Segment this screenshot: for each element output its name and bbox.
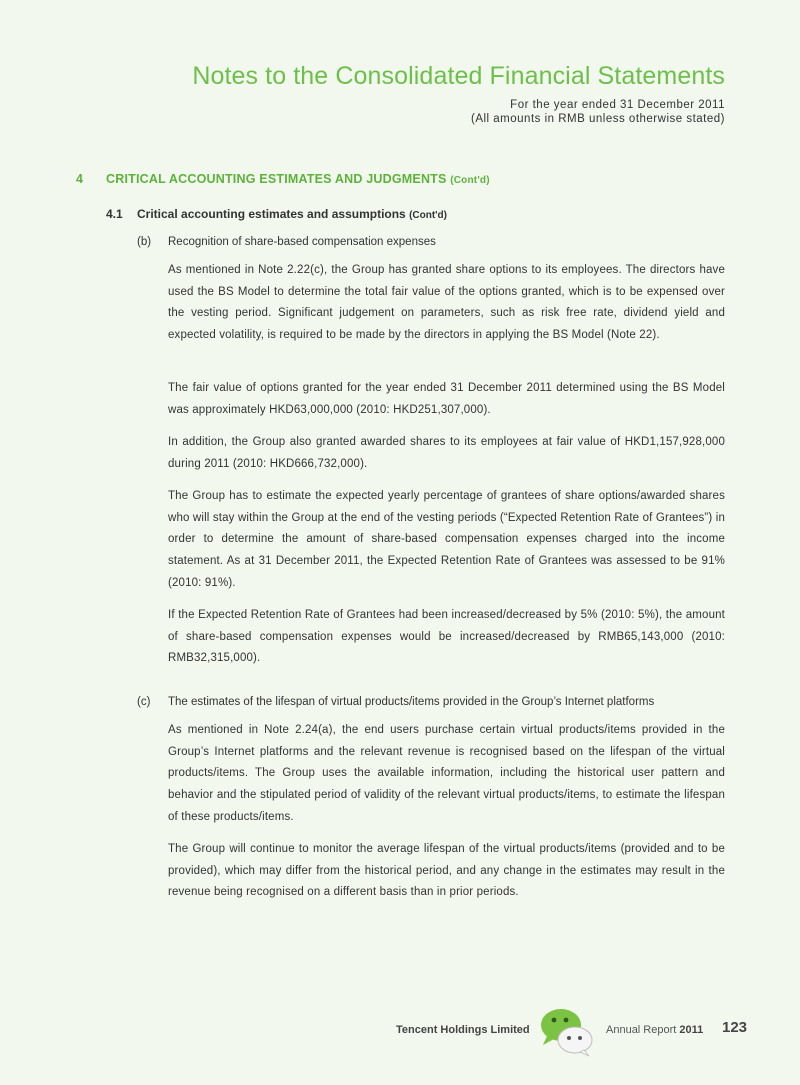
item-b-paragraph: In addition, the Group also granted awarded shares to its employees at fair value of HKD1,157,928,000 during 2011 (2010: HKD666,732,000). <box>168 436 725 470</box>
item-b-paragraph: If the Expected Retention Rate of Grantees had been increased/decreased by 5% (2010: 5%), the amount of share-based compensation expenses would be increased/decreased by RMB65,143,000 (2010: RMB32,315,000). <box>168 609 725 665</box>
currency-note: (All amounts in RMB unless otherwise stated) <box>470 113 725 125</box>
section-cont: (Cont'd) <box>450 175 490 186</box>
footer-company: Tencent Holdings Limited <box>396 1024 530 1036</box>
footer-report <box>606 1024 703 1036</box>
item-c-label: (c) <box>137 696 151 708</box>
subsection-cont: (Cont'd) <box>409 210 447 221</box>
item-b-label: (b) <box>137 236 152 248</box>
report-label: Annual Report <box>606 1024 677 1036</box>
item-c-paragraph: As mentioned in Note 2.24(a), the end users purchase certain virtual products/items provided in the Group’s Internet platforms and the relevant revenue is recognised based on the lifespan of the virtual products/items. The Group uses the available information, including the historical user pattern and behavior and the stipulated period of validity of the relevant virtual products/items, to estimate the lifespan of these products/items. <box>168 724 725 823</box>
report-year: 2011 <box>679 1024 704 1036</box>
page-subtitle <box>471 98 725 126</box>
wechat-chat-bubbles-icon <box>537 1005 597 1057</box>
subsection-heading <box>106 207 447 221</box>
item-b-paragraph: The fair value of options granted for the year ended 31 December 2011 determined using the BS Model was approximately HKD63,000,000 (2010: HKD251,307,000). <box>168 382 725 416</box>
section-heading <box>76 172 490 186</box>
item-c-title: The estimates of the lifespan of virtual products/items provided in the Group’s Internet platforms <box>168 696 655 708</box>
item-c-paragraph: The Group will continue to monitor the average lifespan of the virtual products/items (provided and to be provided), which may differ from the historical period, and any change in the estimates may result in the revenue being recognised on a different basis than in prior periods. <box>168 843 725 899</box>
item-b-paragraph: As mentioned in Note 2.22(c), the Group has granted share options to its employees. The directors have used the BS Model to determine the total fair value of the options granted, which is to be expensed over the vesting period. Significant judgement on parameters, such as risk free rate, dividend yield and expected volatility, is required to be made by the directors in applying the BS Model (Note 22). <box>168 264 725 342</box>
page-number: 123 <box>722 1019 748 1036</box>
item-b-title: Recognition of share-based compensation expenses <box>168 236 436 248</box>
section-title: CRITICAL ACCOUNTING ESTIMATES AND JUDGMENTS <box>106 172 447 186</box>
section-number: 4 <box>76 172 84 186</box>
period-text: For the year ended 31 December 2011 <box>510 99 725 111</box>
subsection-title: Critical accounting estimates and assumptions <box>137 207 406 221</box>
page-title: Notes to the Consolidated Financial Statements <box>192 62 725 90</box>
subsection-number: 4.1 <box>106 207 123 221</box>
item-b-paragraph: The Group has to estimate the expected yearly percentage of grantees of share options/awarded shares who will stay within the Group at the end of the vesting periods (“Expected Retention Rate of Grantees”) in order to determine the amount of share-based compensation expenses charged into the income statement. As at 31 December 2011, the Expected Retention Rate of Grantees was assessed to be 91% (2010: 91%). <box>168 490 725 589</box>
